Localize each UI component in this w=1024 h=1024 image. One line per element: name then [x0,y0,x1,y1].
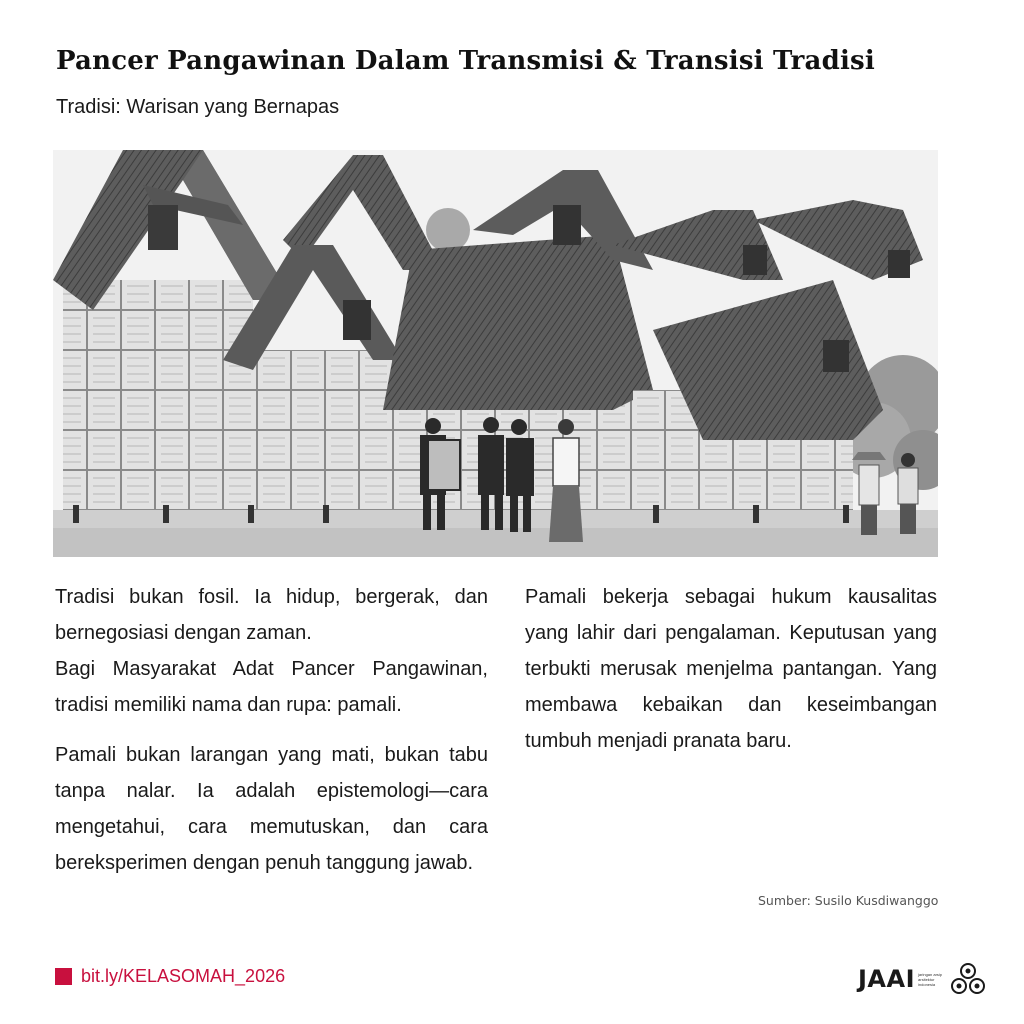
page-title: Pancer Pangawinan Dalam Transmisi & Transisi Tradisi [56,46,875,76]
body-right-column [525,579,937,759]
page-subtitle: Tradisi: Warisan yang Bernapas [56,96,340,118]
logo-tagline: jaringan arsip arsitektur indonesia [918,971,943,987]
footer-link[interactable] [55,966,285,987]
triple-spiral-icon [950,962,986,996]
paragraph-3: Pamali bukan larangan yang mati, bukan tabu tanpa nalar. Ia adalah epistemologi—cara mengetahui, cara memutuskan, dan cara bereksperimen dengan penuh tanggung jawab. [55,744,488,874]
logo-wordmark: JAAI [858,965,916,993]
body-left-column [55,579,488,881]
paragraph-1: Tradisi bukan fosil. Ia hidup, bergerak, dan bernegosiasi dengan zaman. [55,586,488,644]
source-credit: Sumber: Susilo Kusdiwanggo [758,893,939,908]
jaai-logo [858,962,986,996]
village-illustration [53,150,938,557]
footer-link-text[interactable]: bit.ly/KELASOMAH_2026 [81,966,286,986]
link-marker-icon [55,968,72,985]
paragraph-2: Bagi Masyarakat Adat Pancer Pangawinan, tradisi memiliki nama dan rupa: pamali. [55,658,488,716]
paragraph-4: Pamali bekerja sebagai hukum kausalitas yang lahir dari pengalaman. Keputusan yang terbukti merusak menjelma pantangan. Yang membawa kebaikan dan keseimbangan tumbuh menjadi pranata baru. [525,586,937,752]
